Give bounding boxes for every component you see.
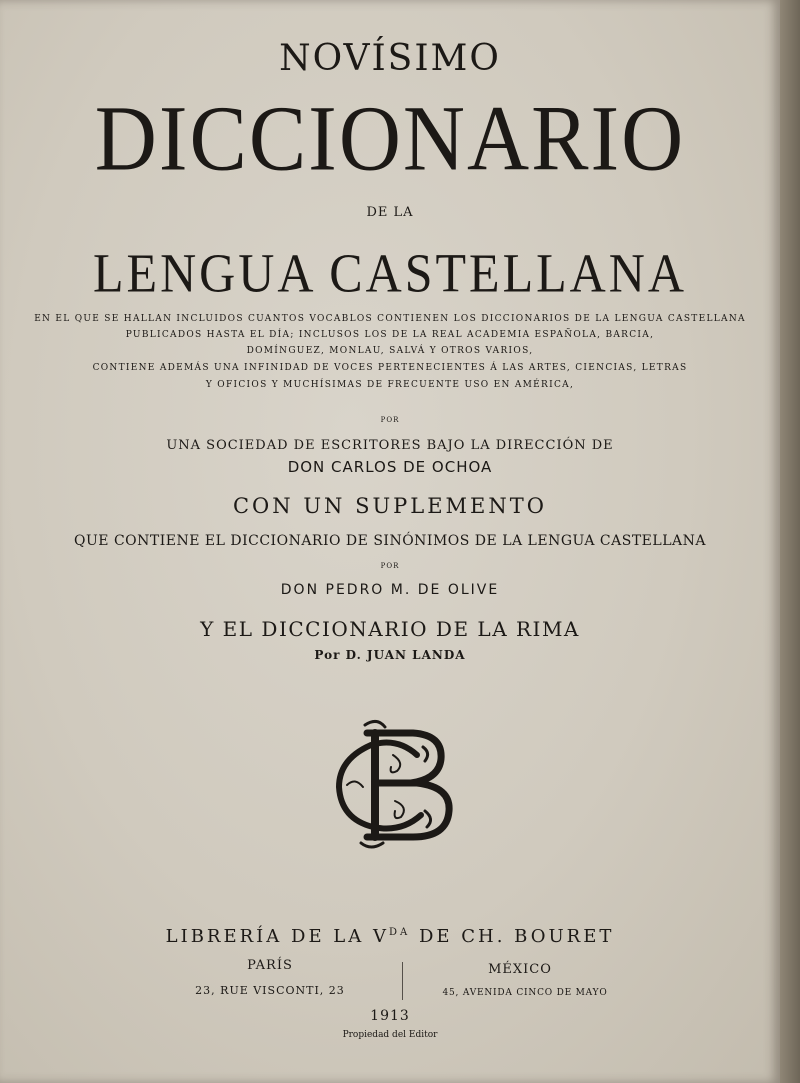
- por-label: POR: [380, 416, 400, 424]
- director-name: DON CARLOS DE OCHOA: [287, 458, 493, 476]
- olive-name: DON PEDRO M. DE OLIVE: [280, 582, 500, 598]
- rima-heading: Y EL DICCIONARIO DE LA RIMA: [200, 617, 580, 641]
- por-label: POR: [380, 562, 400, 570]
- description-line: CONTIENE ADEMÁS UNA INFINIDAD DE VOCES PERTENECIENTES Á LAS ARTES, CIENCIAS, LETRAS: [92, 363, 688, 373]
- rights-notice: Propiedad del Editor: [342, 1030, 438, 1040]
- description-line: DOMÍNGUEZ, MONLAU, SALVÁ Y OTROS VARIOS,: [246, 346, 534, 356]
- city-mexico: MÉXICO: [488, 962, 552, 977]
- publisher-monogram-icon: [325, 715, 465, 855]
- city-paris: PARÍS: [247, 958, 293, 973]
- publisher-name: LIBRERÍA DE LA $V^{DA}$ DE CH. BOURET: [165, 926, 615, 947]
- address-paris: 23, RUE VISCONTI, 23: [195, 984, 345, 997]
- sociedad-line: UNA SOCIEDAD DE ESCRITORES BAJO LA DIRECCIÓN DE: [166, 438, 614, 453]
- title-subject: LENGUA CASTELLANA: [92, 242, 688, 304]
- main-title: DICCIONARIO: [94, 86, 686, 190]
- description-line: EN EL QUE SE HALLAN INCLUIDOS CUANTOS VOCABLOS CONTIENEN LOS DICCIONARIOS DE LA LENGUA CASTELLANA: [34, 314, 746, 324]
- title-de-la: DE LA: [366, 205, 414, 220]
- address-mexico: 45, AVENIDA CINCO DE MAYO: [442, 988, 608, 998]
- landa-name: Por D. JUAN LANDA: [314, 648, 466, 662]
- description-line: Y OFICIOS Y MUCHÍSIMAS DE FRECUENTE USO EN AMÉRICA,: [205, 380, 575, 390]
- suplemento-heading: CON UN SUPLEMENTO: [232, 494, 547, 518]
- title-kicker: NOVÍSIMO: [279, 38, 501, 79]
- publication-year: 1913: [370, 1008, 410, 1024]
- suplemento-description: QUE CONTIENE EL DICCIONARIO DE SINÓNIMOS DE LA LENGUA CASTELLANA: [74, 533, 706, 549]
- description-line: PUBLICADOS HASTA EL DÍA; INCLUSOS LOS DE LA REAL ACADEMIA ESPAÑOLA, BARCIA,: [125, 330, 655, 340]
- book-edge: [780, 0, 800, 1083]
- column-divider: [402, 962, 403, 1000]
